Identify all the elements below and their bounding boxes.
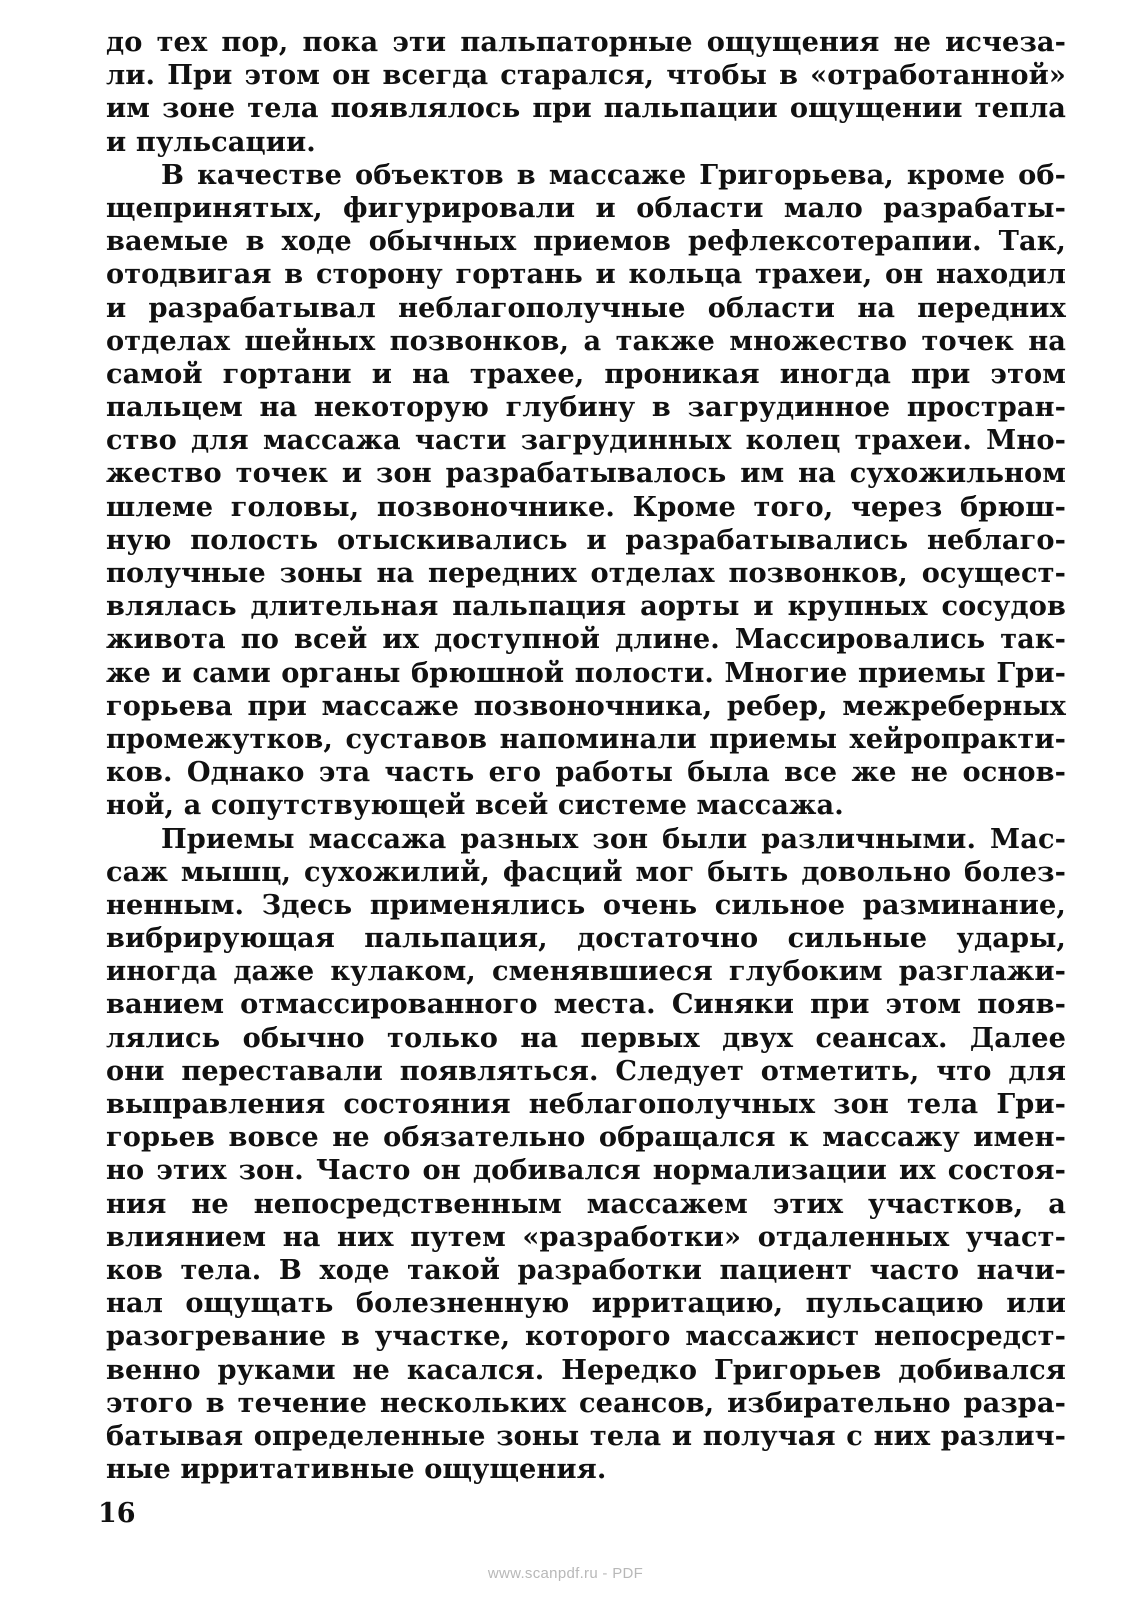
text-line: горьева при массаже позвоночника, ребер, межреберных bbox=[106, 689, 1066, 722]
text-line: ков. Однако эта часть его работы была все же не основ- bbox=[106, 756, 1066, 789]
text-line: самой гортани и на трахее, проникая иногда при этом bbox=[106, 357, 1066, 390]
text-line: промежутков, суставов напоминали приемы хейропракти- bbox=[106, 722, 1066, 755]
text-line: ство для массажа части загрудинных колец трахеи. Мно- bbox=[106, 424, 1066, 457]
text-line: ной, а сопутствующей всей системе массажа. bbox=[106, 789, 844, 822]
paragraph bbox=[106, 26, 1066, 159]
paragraph bbox=[106, 159, 1066, 823]
text-line: вибрирующая пальпация, достаточно сильные удары, bbox=[106, 922, 1066, 955]
text-line: жество точек и зон разрабатывалось им на сухожильном bbox=[106, 457, 1066, 490]
text-line: и пульсации. bbox=[106, 125, 316, 158]
text-line: им зоне тела появлялось при пальпации ощущении тепла bbox=[106, 92, 1066, 125]
text-line: лялись обычно только на первых двух сеансах. Далее bbox=[106, 1021, 1066, 1054]
text-line: венно руками не касался. Нередко Григорьев добивался bbox=[106, 1353, 1066, 1386]
text-line: Приемы массажа разных зон были различными. Мас- bbox=[161, 822, 1066, 855]
text-line: этого в течение нескольких сеансов, избирательно разра- bbox=[106, 1386, 1066, 1419]
text-line: же и сами органы брюшной полости. Многие приемы Гри- bbox=[106, 656, 1066, 689]
text-line: нал ощущать болезненную ирритацию, пульсацию или bbox=[106, 1287, 1066, 1320]
text-line: выправления состояния неблагополучных зон тела Гри- bbox=[106, 1088, 1066, 1120]
text-line: пальцем на некоторую глубину в загрудинное простран- bbox=[106, 391, 1066, 424]
text-line: они переставали появляться. Следует отметить, что для bbox=[106, 1054, 1066, 1087]
text-line: шлеме головы, позвоночнике. Кроме того, через брюш- bbox=[106, 490, 1066, 523]
text-line: саж мышц, сухожилий, фасций мог быть довольно болез- bbox=[106, 855, 1066, 888]
text-line: отделах шейных позвонков, а также множество точек на bbox=[106, 324, 1066, 357]
text-line: В качестве объектов в массаже Григорьева, кроме об- bbox=[161, 158, 1066, 191]
paragraph bbox=[106, 823, 1066, 1487]
text-line: разогревание в участке, которого массажист непосредст- bbox=[106, 1320, 1066, 1353]
text-line: горьев вовсе не обязательно обращался к массажу имен- bbox=[106, 1121, 1066, 1154]
text-line: ненным. Здесь применялись очень сильное разминание, bbox=[106, 888, 1066, 921]
text-line: влялась длительная пальпация аорты и крупных сосудов bbox=[106, 590, 1066, 623]
text-line: ваемые в ходе обычных приемов рефлексотерапии. Так, bbox=[106, 225, 1066, 258]
text-line: влиянием на них путем «разработки» отдаленных участ- bbox=[106, 1220, 1066, 1253]
text-line: батывая определенные зоны тела и получая с них различ- bbox=[106, 1419, 1066, 1452]
text-line: иногда даже кулаком, сменявшиеся глубоким разглажи- bbox=[106, 955, 1066, 988]
text-line: живота по всей их доступной длине. Массировались так- bbox=[106, 623, 1066, 656]
watermark-footer: www.scanpdf.ru - PDF bbox=[487, 1565, 644, 1582]
text-line: ния не непосредственным массажем этих участков, а bbox=[106, 1187, 1066, 1220]
text-line: отодвигая в сторону гортань и кольца трахеи, он находил bbox=[106, 258, 1066, 291]
text-line: и разрабатывал неблагополучные области на передних bbox=[106, 291, 1066, 324]
text-line: ков тела. В ходе такой разработки пациент часто начи- bbox=[106, 1253, 1066, 1286]
text-line: ные ирритативные ощущения. bbox=[106, 1453, 607, 1486]
text-line: щепринятых, фигурировали и области мало разрабаты- bbox=[106, 191, 1066, 224]
text-line: но этих зон. Часто он добивался нормализации их состоя- bbox=[106, 1154, 1066, 1187]
page-number: 16 bbox=[98, 1498, 136, 1529]
text-line: ванием отмассированного места. Синяки при этом появ- bbox=[106, 988, 1066, 1021]
text-line: получные зоны на передних отделах позвонков, осущест- bbox=[106, 557, 1066, 589]
book-page-body bbox=[106, 26, 1066, 1486]
text-line: до тех пор, пока эти пальпаторные ощущения не исчеза- bbox=[106, 26, 1066, 58]
text-line: ли. При этом он всегда старался, чтобы в «отработанной» bbox=[106, 59, 1066, 92]
text-line: ную полость отыскивались и разрабатывались неблаго- bbox=[106, 523, 1066, 556]
